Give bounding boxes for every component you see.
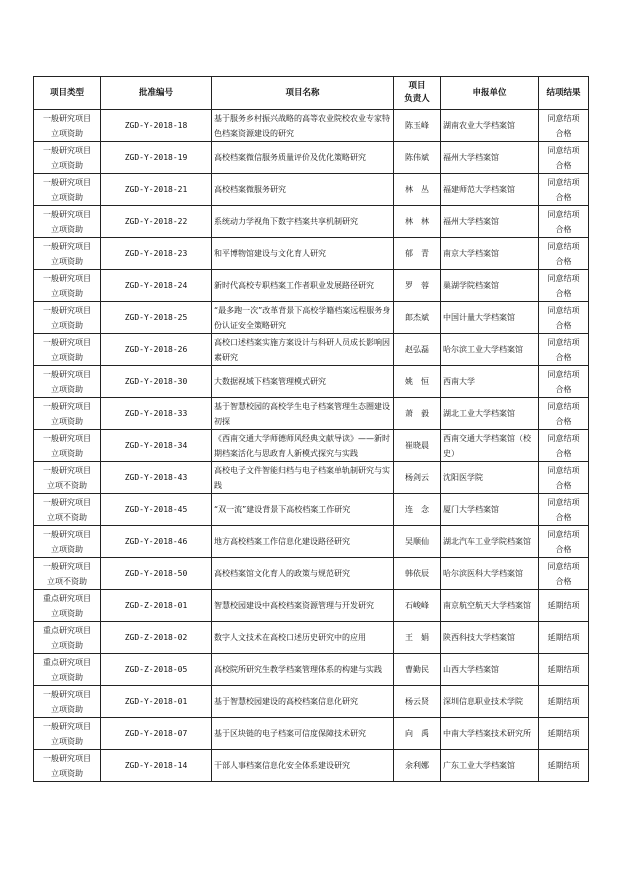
project-type-cell: 重点研究项目 立项资助 [34,654,101,686]
approval-number-cell: ZGD-Y-2018-19 [101,142,212,174]
header-result: 结项结果 [539,77,589,110]
project-leader-cell: 郎杰斌 [394,302,441,334]
project-leader-cell: 郁 青 [394,238,441,270]
project-name-cell: 大数据视域下档案管理模式研究 [212,366,394,398]
result-cell: 同意结项 合格 [539,174,589,206]
approval-number-cell: ZGD-Y-2018-23 [101,238,212,270]
project-leader-cell: 连 念 [394,494,441,526]
table-row [34,238,589,270]
approval-number-cell: ZGD-Y-2018-46 [101,526,212,558]
applicant-unit-cell: 哈尔滨医科大学档案馆 [441,558,539,590]
project-name-cell: 高校档案馆文化育人的政策与规范研究 [212,558,394,590]
project-name-cell: “双一流”建设背景下高校档案工作研究 [212,494,394,526]
project-type-cell: 一般研究项目 立项不资助 [34,462,101,494]
project-name-cell: 基于区块链的电子档案可信度保障技术研究 [212,718,394,750]
result-cell: 同意结项 合格 [539,302,589,334]
approval-number-cell: ZGD-Y-2018-18 [101,110,212,142]
approval-number-cell: ZGD-Y-2018-22 [101,206,212,238]
project-leader-cell: 姚 恒 [394,366,441,398]
project-type-cell: 一般研究项目 立项资助 [34,398,101,430]
project-leader-cell: 林 丛 [394,174,441,206]
project-leader-cell: 王 娟 [394,622,441,654]
approval-number-cell: ZGD-Y-2018-43 [101,462,212,494]
project-name-cell: 干部人事档案信息化安全体系建设研究 [212,750,394,782]
project-type-cell: 一般研究项目 立项资助 [34,526,101,558]
project-name-cell: 高校档案微信服务质量评价及优化策略研究 [212,142,394,174]
applicant-unit-cell: 南京大学档案馆 [441,238,539,270]
result-cell: 同意结项 合格 [539,366,589,398]
project-leader-cell: 曹勤民 [394,654,441,686]
table-row [34,366,589,398]
table-row [34,430,589,462]
applicant-unit-cell: 福州大学档案馆 [441,206,539,238]
project-type-cell: 一般研究项目 立项资助 [34,270,101,302]
project-leader-cell: 吴顺仙 [394,526,441,558]
table-row [34,142,589,174]
project-leader-cell: 余利娜 [394,750,441,782]
applicant-unit-cell: 中南大学档案技术研究所 [441,718,539,750]
table-row [34,302,589,334]
result-cell: 同意结项 合格 [539,462,589,494]
result-cell: 延期结项 [539,718,589,750]
project-name-cell: 基于智慧校园的高校学生电子档案管理生态圈建设初探 [212,398,394,430]
project-type-cell: 一般研究项目 立项资助 [34,334,101,366]
project-name-cell: 高校院所研究生教学档案管理体系的构建与实践 [212,654,394,686]
project-name-cell: 数字人文技术在高校口述历史研究中的应用 [212,622,394,654]
project-type-cell: 一般研究项目 立项资助 [34,686,101,718]
project-type-cell: 一般研究项目 立项资助 [34,110,101,142]
result-cell: 延期结项 [539,622,589,654]
applicant-unit-cell: 山西大学档案馆 [441,654,539,686]
project-leader-cell: 赵弘磊 [394,334,441,366]
project-type-cell: 一般研究项目 立项资助 [34,750,101,782]
applicant-unit-cell: 西南大学 [441,366,539,398]
header-type: 项目类型 [34,77,101,110]
table-row [34,654,589,686]
project-name-cell: 系统动力学视角下数字档案共享机制研究 [212,206,394,238]
project-name-cell: 高校电子文件智能归档与电子档案单轨制研究与实践 [212,462,394,494]
project-name-cell: 《西南交通大学师德师风经典文献导读》——新时期档案活化与思政育人新模式探究与实践 [212,430,394,462]
project-leader-cell: 罗 蓉 [394,270,441,302]
project-name-cell: 基于服务乡村振兴战略的高等农业院校农业专家特色档案资源建设的研究 [212,110,394,142]
project-leader-cell: 石峻峰 [394,590,441,622]
project-name-cell: “最多跑一次”改革背景下高校学籍档案远程服务身份认证安全策略研究 [212,302,394,334]
project-leader-cell: 杨剑云 [394,462,441,494]
applicant-unit-cell: 沈阳医学院 [441,462,539,494]
result-cell: 同意结项 合格 [539,110,589,142]
header-unit: 申报单位 [441,77,539,110]
table-row [34,270,589,302]
result-cell: 同意结项 合格 [539,238,589,270]
project-name-cell: 高校口述档案实施方案设计与科研人员成长影响因素研究 [212,334,394,366]
result-cell: 同意结项 合格 [539,270,589,302]
table-row [34,622,589,654]
approval-number-cell: ZGD-Z-2018-05 [101,654,212,686]
table-row [34,206,589,238]
table-row [34,686,589,718]
table-header-row [34,77,589,110]
result-cell: 同意结项 合格 [539,142,589,174]
project-type-cell: 一般研究项目 立项资助 [34,430,101,462]
table-row [34,558,589,590]
approval-number-cell: ZGD-Y-2018-14 [101,750,212,782]
applicant-unit-cell: 湖北工业大学档案馆 [441,398,539,430]
project-type-cell: 一般研究项目 立项资助 [34,206,101,238]
result-cell: 同意结项 合格 [539,334,589,366]
approval-number-cell: ZGD-Y-2018-24 [101,270,212,302]
approval-number-cell: ZGD-Y-2018-25 [101,302,212,334]
project-type-cell: 一般研究项目 立项资助 [34,142,101,174]
approval-number-cell: ZGD-Y-2018-45 [101,494,212,526]
approval-number-cell: ZGD-Y-2018-21 [101,174,212,206]
project-type-cell: 一般研究项目 立项资助 [34,366,101,398]
table-row [34,174,589,206]
approval-number-cell: ZGD-Z-2018-01 [101,590,212,622]
applicant-unit-cell: 湖南农业大学档案馆 [441,110,539,142]
table-row [34,398,589,430]
table-row [34,110,589,142]
project-leader-cell: 向 禹 [394,718,441,750]
applicant-unit-cell: 福州大学档案馆 [441,142,539,174]
table-row [34,750,589,782]
project-leader-cell: 林 林 [394,206,441,238]
applicant-unit-cell: 福建师范大学档案馆 [441,174,539,206]
approval-number-cell: ZGD-Y-2018-30 [101,366,212,398]
header-number: 批准编号 [101,77,212,110]
project-type-cell: 一般研究项目 立项资助 [34,174,101,206]
approval-number-cell: ZGD-Y-2018-33 [101,398,212,430]
result-cell: 延期结项 [539,750,589,782]
project-leader-cell: 崔晓晨 [394,430,441,462]
applicant-unit-cell: 广东工业大学档案馆 [441,750,539,782]
project-name-cell: 地方高校档案工作信息化建设路径研究 [212,526,394,558]
applicant-unit-cell: 厦门大学档案馆 [441,494,539,526]
result-cell: 同意结项 合格 [539,494,589,526]
project-name-cell: 高校档案微服务研究 [212,174,394,206]
applicant-unit-cell: 陕西科技大学档案馆 [441,622,539,654]
applicant-unit-cell: 南京航空航天大学档案馆 [441,590,539,622]
result-cell: 同意结项 合格 [539,398,589,430]
result-cell: 同意结项 合格 [539,430,589,462]
project-name-cell: 新时代高校专职档案工作者职业发展路径研究 [212,270,394,302]
project-type-cell: 一般研究项目 立项资助 [34,718,101,750]
project-leader-cell: 杨云贤 [394,686,441,718]
project-name-cell: 和平博物馆建设与文化育人研究 [212,238,394,270]
applicant-unit-cell: 西南交通大学档案馆（校史） [441,430,539,462]
result-cell: 延期结项 [539,590,589,622]
table-row [34,494,589,526]
project-leader-cell: 萧 毅 [394,398,441,430]
applicant-unit-cell: 巢湖学院档案馆 [441,270,539,302]
project-name-cell: 基于智慧校园建设的高校档案信息化研究 [212,686,394,718]
project-leader-cell: 陈玉峰 [394,110,441,142]
applicant-unit-cell: 湖北汽车工业学院档案馆 [441,526,539,558]
table-row [34,590,589,622]
approval-number-cell: ZGD-Y-2018-50 [101,558,212,590]
project-type-cell: 一般研究项目 立项不资助 [34,494,101,526]
project-leader-cell: 韩依辰 [394,558,441,590]
applicant-unit-cell: 哈尔滨工业大学档案馆 [441,334,539,366]
table-row [34,718,589,750]
result-cell: 同意结项 合格 [539,526,589,558]
applicant-unit-cell: 深圳信息职业技术学院 [441,686,539,718]
project-name-cell: 智慧校园建设中高校档案资源管理与开发研究 [212,590,394,622]
approval-number-cell: ZGD-Y-2018-07 [101,718,212,750]
project-leader-cell: 陈伟斌 [394,142,441,174]
applicant-unit-cell: 中国计量大学档案馆 [441,302,539,334]
project-table [33,76,589,782]
project-type-cell: 一般研究项目 立项资助 [34,238,101,270]
table-row [34,334,589,366]
approval-number-cell: ZGD-Z-2018-02 [101,622,212,654]
project-type-cell: 重点研究项目 立项资助 [34,590,101,622]
table-row [34,526,589,558]
result-cell: 延期结项 [539,654,589,686]
project-type-cell: 一般研究项目 立项不资助 [34,558,101,590]
result-cell: 同意结项 合格 [539,206,589,238]
table-row [34,462,589,494]
header-leader: 项目 负责人 [394,77,441,110]
approval-number-cell: ZGD-Y-2018-26 [101,334,212,366]
approval-number-cell: ZGD-Y-2018-34 [101,430,212,462]
result-cell: 延期结项 [539,686,589,718]
project-type-cell: 一般研究项目 立项资助 [34,302,101,334]
header-name: 项目名称 [212,77,394,110]
result-cell: 同意结项 合格 [539,558,589,590]
project-type-cell: 重点研究项目 立项资助 [34,622,101,654]
approval-number-cell: ZGD-Y-2018-01 [101,686,212,718]
